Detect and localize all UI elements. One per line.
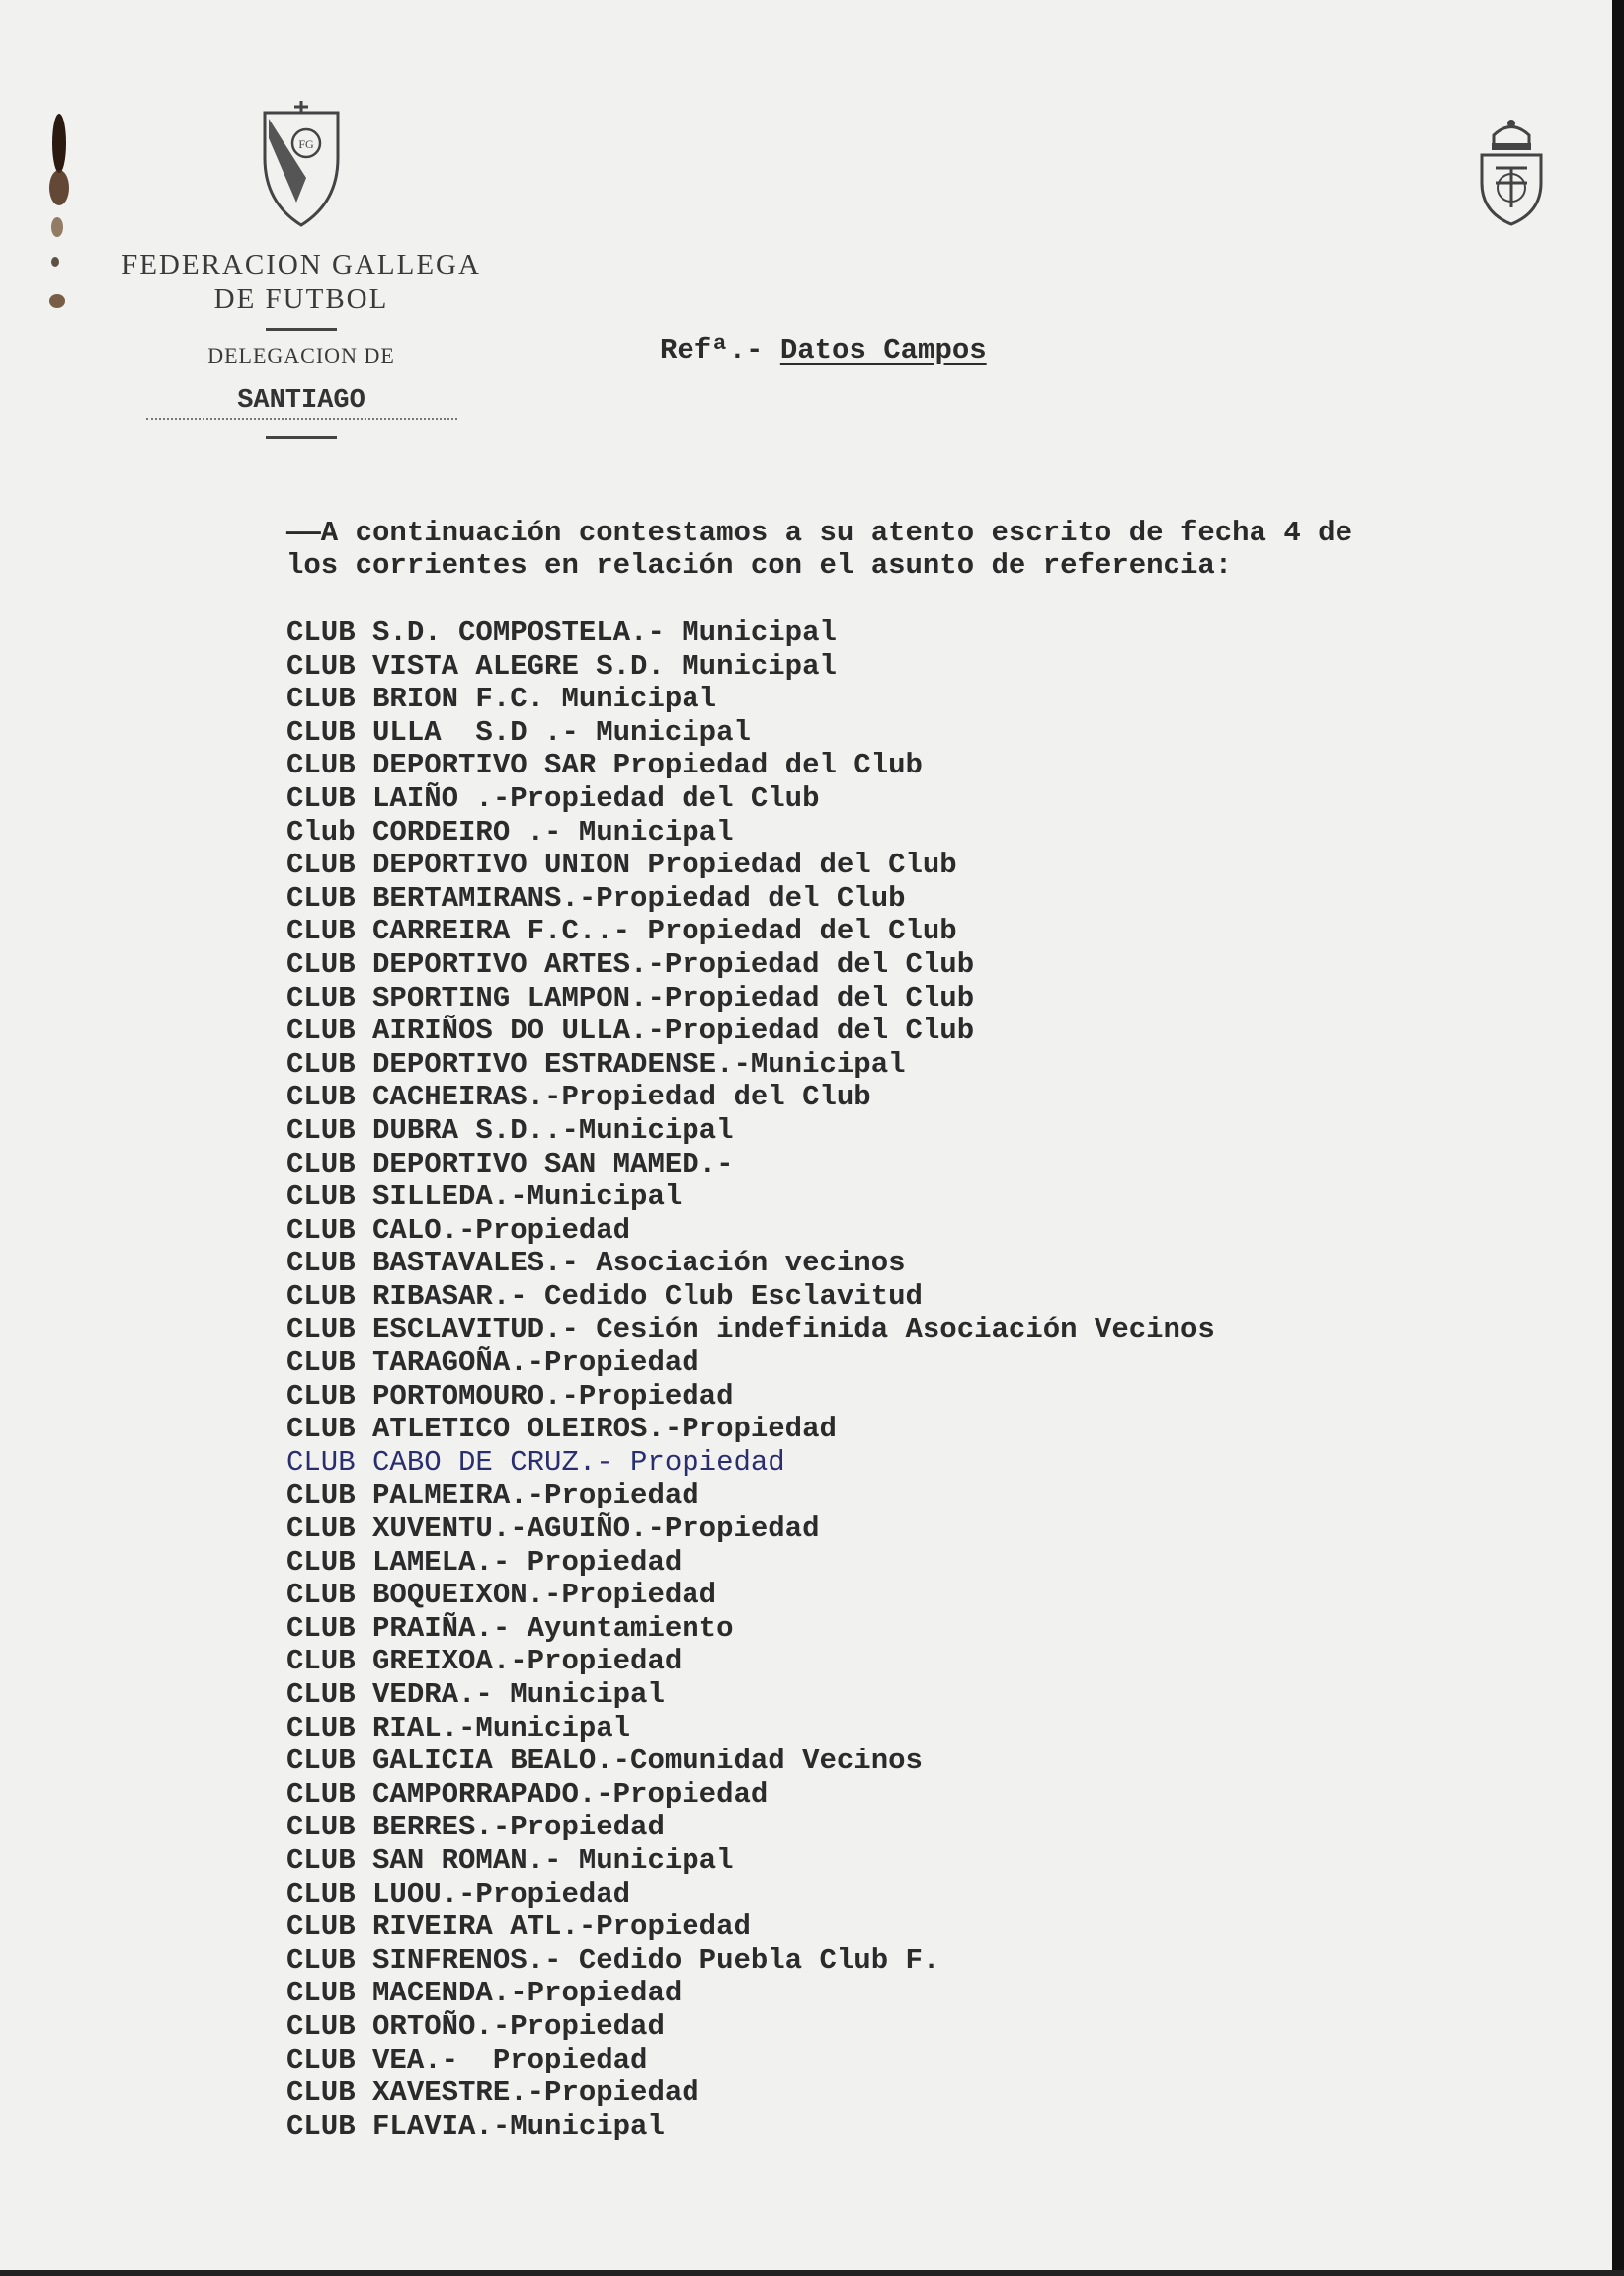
club-entry: CLUB BERTAMIRANS.-Propiedad del Club xyxy=(286,881,906,915)
club-entry: CLUB CARREIRA F.C..- Propiedad del Club xyxy=(286,915,957,948)
intro-line: los corrientes en relación con el asunto de referencia: xyxy=(286,549,1233,582)
club-entry: CLUB GALICIA BEALO.-Comunidad Vecinos xyxy=(286,1745,923,1778)
club-entry: CLUB ESCLAVITUD.- Cesión indefinida Asociación Vecinos xyxy=(286,1313,1215,1346)
club-entry: CLUB GREIXOA.-Propiedad xyxy=(286,1645,683,1678)
club-entry: CLUB SAN ROMAN.- Municipal xyxy=(286,1843,734,1877)
scan-bottom-edge xyxy=(0,2270,1624,2276)
club-entry: CLUB XUVENTU.-AGUIÑO.-Propiedad xyxy=(286,1512,820,1546)
intro-paragraph xyxy=(286,517,1571,582)
club-entry: CLUB BASTAVALES.- Asociación vecinos xyxy=(286,1247,906,1280)
club-entry: CLUB DEPORTIVO ARTES.-Propiedad del Club xyxy=(286,947,975,981)
club-entry: CLUB DEPORTIVO UNION Propiedad del Club xyxy=(286,849,957,882)
club-entry: CLUB PRAIÑA.- Ayuntamiento xyxy=(286,1611,734,1645)
svg-text:FG: FG xyxy=(298,137,314,151)
club-entry: CLUB LAIÑO .-Propiedad del Club xyxy=(286,781,820,815)
club-entry: CLUB DEPORTIVO SAR Propiedad del Club xyxy=(286,749,923,782)
club-entry: CLUB ULLA S.D .- Municipal xyxy=(286,715,751,749)
club-entry: CLUB BERRES.-Propiedad xyxy=(286,1811,665,1844)
letterhead xyxy=(94,99,509,439)
reference-label: Refª.- xyxy=(660,334,764,366)
club-entry: CLUB SINFRENOS.- Cedido Puebla Club F. xyxy=(286,1943,940,1977)
ink-stain-mark xyxy=(38,104,77,321)
club-entry: CLUB XAVESTRE.-Propiedad xyxy=(286,2076,699,2110)
club-entry: CLUB LUOU.-Propiedad xyxy=(286,1877,631,1910)
club-entry: CLUB SPORTING LAMPON.-Propiedad del Club xyxy=(286,981,975,1015)
club-entry: CLUB ORTOÑO.-Propiedad xyxy=(286,2009,665,2043)
club-entry: CLUB CABO DE CRUZ.- Propiedad xyxy=(286,1445,785,1479)
club-entry: CLUB DEPORTIVO ESTRADENSE.-Municipal xyxy=(286,1047,906,1081)
club-entry: CLUB BRION F.C. Municipal xyxy=(286,683,717,716)
club-entry: CLUB ATLETICO OLEIROS.-Propiedad xyxy=(286,1413,837,1446)
club-entry: CLUB CAMPORRAPADO.-Propiedad xyxy=(286,1777,769,1811)
club-entry: CLUB VISTA ALEGRE S.D. Municipal xyxy=(286,649,837,683)
club-entry: CLUB SILLEDA.-Municipal xyxy=(286,1180,683,1214)
club-entry: CLUB PORTOMOURO.-Propiedad xyxy=(286,1379,734,1413)
club-entry: CLUB DEPORTIVO SAN MAMED.- xyxy=(286,1147,734,1180)
reference-subject: Datos Campos xyxy=(779,334,987,366)
club-entry: CLUB RIVEIRA ATL.-Propiedad xyxy=(286,1910,751,1944)
club-entry: CLUB CACHEIRAS.-Propiedad del Club xyxy=(286,1081,871,1114)
club-entry: Club CORDEIRO .- Municipal xyxy=(286,815,734,849)
letterhead-divider-bottom xyxy=(266,436,337,439)
delegation-city: SANTIAGO xyxy=(146,386,457,420)
reference-line xyxy=(660,334,987,366)
club-entry: CLUB CALO.-Propiedad xyxy=(286,1213,631,1247)
delegation-label: DELEGACION DE xyxy=(207,343,395,367)
royal-crest-icon xyxy=(1472,114,1551,227)
club-entry: CLUB MACENDA.-Propiedad xyxy=(286,1977,683,2010)
club-entry: CLUB PALMEIRA.-Propiedad xyxy=(286,1479,699,1512)
federation-shield-icon xyxy=(257,99,346,227)
club-entry: CLUB S.D. COMPOSTELA.- Municipal xyxy=(286,616,837,649)
club-entry: CLUB LAMELA.- Propiedad xyxy=(286,1545,683,1579)
club-list xyxy=(286,616,1215,2143)
club-entry: CLUB VEA.- Propiedad xyxy=(286,2043,648,2076)
club-entry: CLUB FLAVIA.-Municipal xyxy=(286,2109,665,2143)
club-entry: CLUB VEDRA.- Municipal xyxy=(286,1678,665,1711)
club-entry: CLUB TARAGOÑA.-Propiedad xyxy=(286,1346,699,1380)
club-entry: CLUB AIRIÑOS DO ULLA.-Propiedad del Club xyxy=(286,1015,975,1048)
club-entry: CLUB BOQUEIXON.-Propiedad xyxy=(286,1579,717,1612)
federation-name-line2: DE FUTBOL xyxy=(213,284,389,315)
club-entry: CLUB RIAL.-Municipal xyxy=(286,1711,631,1745)
intro-line: ——A continuación contestamos a su atento escrito de fecha 4 de xyxy=(286,517,1352,549)
scan-edge-shadow xyxy=(1612,0,1624,2276)
club-entry: CLUB RIBASAR.- Cedido Club Esclavitud xyxy=(286,1279,923,1313)
club-entry: CLUB DUBRA S.D..-Municipal xyxy=(286,1113,734,1147)
federation-name-line1: FEDERACION GALLEGA xyxy=(122,249,481,281)
letterhead-divider xyxy=(266,328,337,331)
